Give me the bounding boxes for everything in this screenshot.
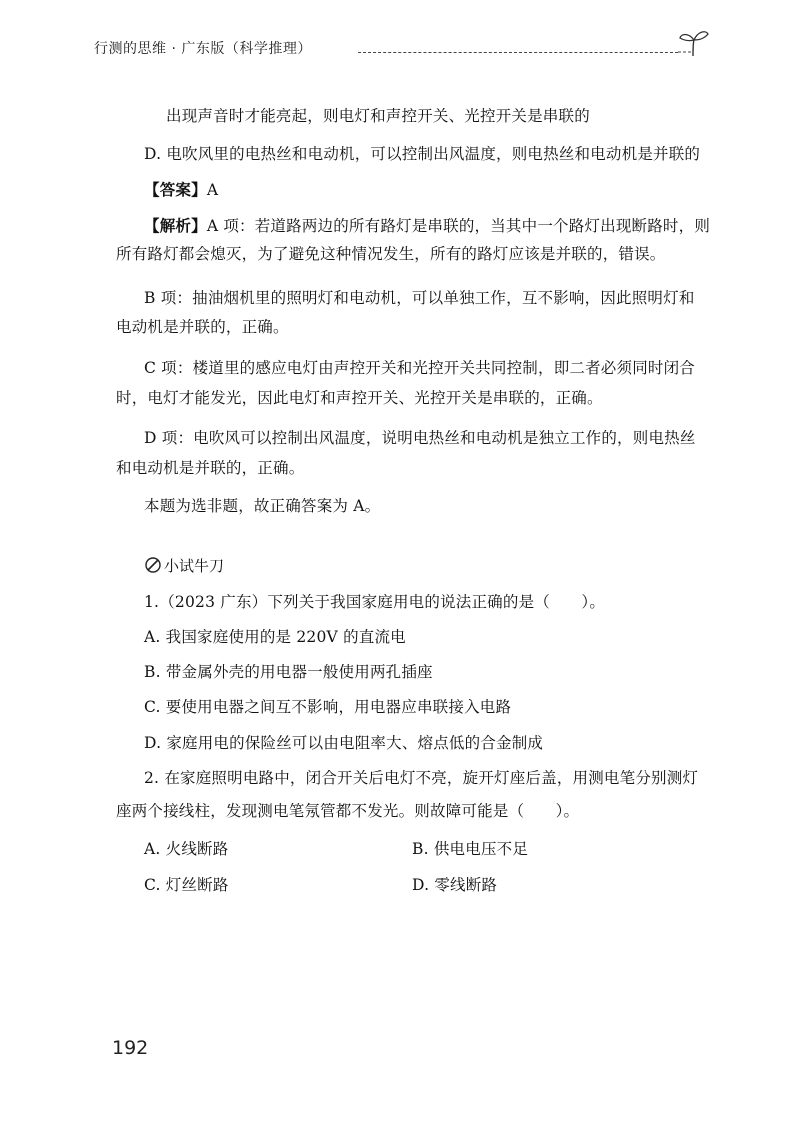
option-d: D. 电吹风里的电热丝和电动机，可以控制出风温度，则电热丝和电动机是并联的	[144, 145, 701, 163]
analysis-b-line1: B 项：抽油烟机里的照明灯和电动机，可以单独工作，互不影响，因此照明灯和	[144, 289, 695, 307]
analysis-c-line2: 时，电灯才能发光，因此电灯和声控开关、光控开关是串联的，正确。	[116, 389, 603, 407]
option-c-continuation: 出现声音时才能亮起，则电灯和声控开关、光控开关是串联的	[166, 107, 590, 125]
answer-line	[144, 178, 218, 202]
sprout-icon	[676, 28, 712, 58]
answer-label: 【答案】	[144, 181, 207, 199]
answer-value: A	[206, 181, 219, 199]
q2-option-b: B. 供电电压不足	[412, 840, 529, 858]
analysis-d-line2: 和电动机是并联的，正确。	[116, 459, 305, 477]
analysis-a-line1	[144, 214, 710, 238]
analysis-label: 【解析】	[144, 217, 207, 235]
conclusion: 本题为选非题，故正确答案为 A。	[144, 497, 381, 515]
analysis-b-line2: 电动机是并联的，正确。	[116, 318, 289, 336]
q1-option-a: A. 我国家庭使用的是 220V 的直流电	[144, 628, 406, 646]
header-rule	[358, 52, 678, 53]
analysis-d-line1: D 项：电吹风可以控制出风温度，说明电热丝和电动机是独立工作的，则电热丝	[144, 429, 696, 447]
q2-option-a: A. 火线断路	[144, 840, 229, 858]
q1-stem: 1.（2023 广东）下列关于我国家庭用电的说法正确的是（ ）。	[144, 593, 606, 611]
pencil-circle-icon	[144, 556, 162, 574]
running-header: 行测的思维 · 广东版（科学推理）	[94, 41, 312, 57]
analysis-a-text: A 项：若道路两边的所有路灯是串联的，当其中一个路灯出现断路时，则	[206, 217, 711, 235]
q2-stem-line1: 2. 在家庭照明电路中，闭合开关后电灯不亮，旋开灯座后盖，用测电笔分别测灯	[144, 769, 699, 787]
q1-option-c: C. 要使用电器之间互不影响，用电器应串联接入电路	[144, 698, 512, 716]
q2-stem-line2: 座两个接线柱，发现测电笔氖管都不发光。则故障可能是（ ）。	[116, 802, 580, 820]
q2-option-d: D. 零线断路	[412, 876, 498, 894]
page-number: 192	[112, 1037, 149, 1059]
q2-option-c: C. 灯丝断路	[144, 876, 229, 894]
analysis-a-line2: 所有路灯都会熄灭，为了避免这种情况发生，所有的路灯应该是并联的，错误。	[116, 245, 666, 263]
q1-option-d: D. 家庭用电的保险丝可以由电阻率大、熔点低的合金制成	[144, 734, 544, 752]
practice-title-text: 小试牛刀	[164, 557, 225, 575]
analysis-c-line1: C 项：楼道里的感应电灯由声控开关和光控开关共同控制，即二者必须同时闭合	[144, 359, 695, 377]
practice-section-title	[144, 555, 224, 576]
q1-option-b: B. 带金属外壳的用电器一般使用两孔插座	[144, 663, 433, 681]
